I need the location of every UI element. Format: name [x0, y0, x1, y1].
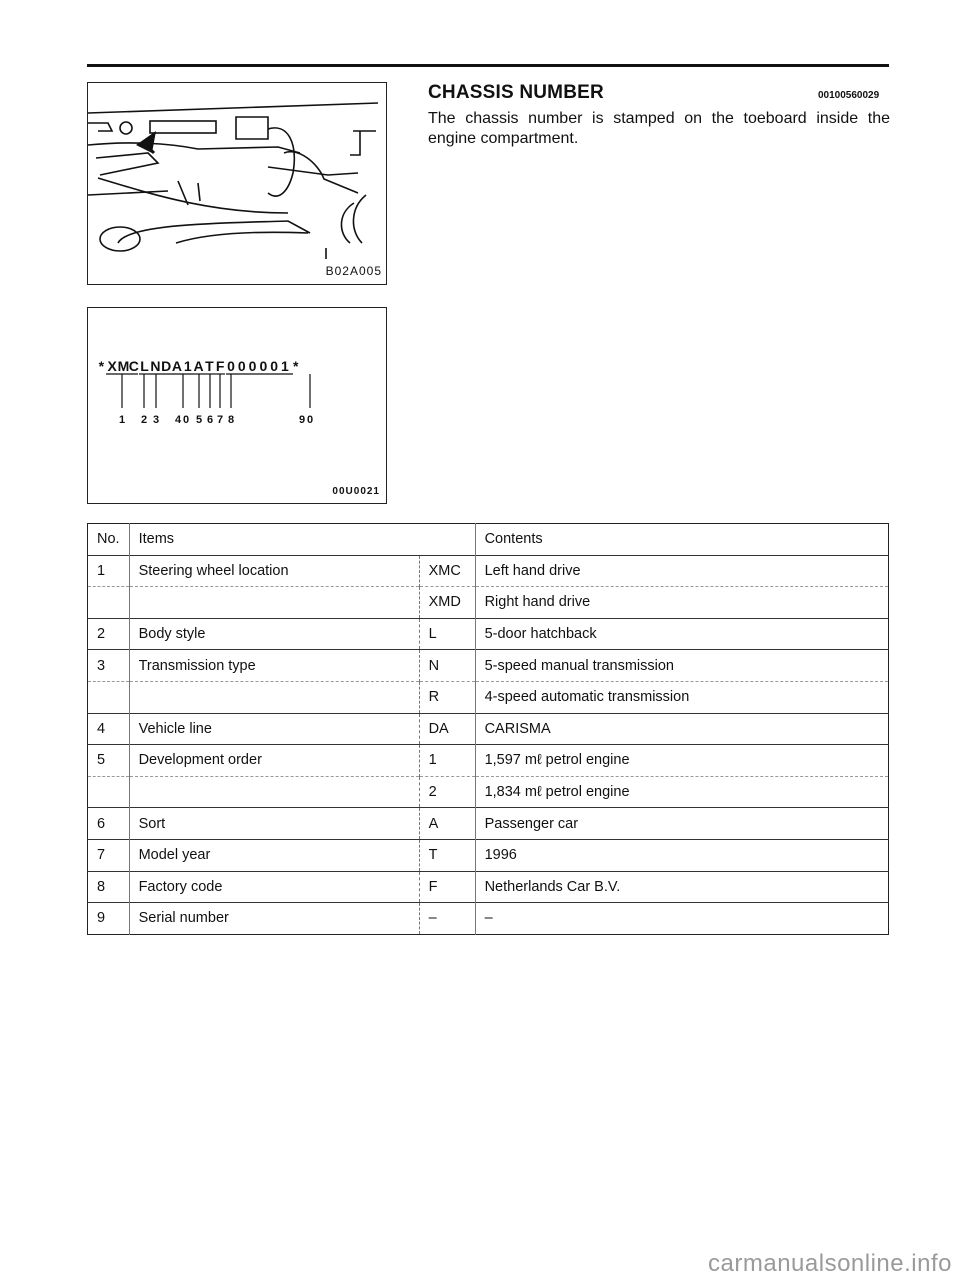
row-item: Model year — [138, 847, 211, 864]
position-number: 7 — [217, 414, 224, 426]
row-item — [129, 587, 419, 619]
vin-char: 1 — [183, 358, 192, 374]
row-item: Transmission type — [138, 657, 256, 674]
row-code: DA — [419, 713, 475, 745]
chassis-number-table — [87, 523, 889, 935]
position-number: 0 — [307, 414, 314, 426]
header-code — [419, 524, 475, 556]
row-item: Vehicle line — [138, 720, 212, 737]
vin-char: 0 — [227, 358, 235, 374]
position-number: 3 — [153, 414, 160, 426]
table-row — [88, 839, 889, 871]
table-row — [88, 555, 889, 587]
figure-code: 00U0021 — [332, 486, 380, 497]
table-row — [88, 745, 889, 777]
table-row — [88, 903, 889, 935]
row-code: F — [419, 871, 475, 903]
row-content: 5-speed manual transmission — [484, 657, 674, 674]
top-rule — [87, 64, 889, 67]
row-content: Right hand drive — [484, 594, 591, 611]
row-content: CARISMA — [484, 720, 551, 737]
vin-char: C — [128, 358, 139, 374]
table-row — [88, 587, 889, 619]
vin-char: * — [98, 358, 105, 374]
engine-compartment-illustration — [88, 83, 387, 285]
vin-char: L — [140, 358, 149, 374]
row-code: 2 — [419, 776, 475, 808]
row-no — [88, 587, 130, 619]
row-no: 2 — [88, 618, 130, 650]
engine-compartment-figure — [87, 82, 387, 285]
row-content: Left hand drive — [484, 562, 581, 579]
row-item: Factory code — [138, 878, 223, 895]
row-code: A — [419, 808, 475, 840]
vin-char: 0 — [270, 358, 279, 374]
chassis-number-leader-lines — [88, 308, 387, 504]
row-content: 5-door hatchback — [484, 626, 597, 643]
row-content: 4-speed automatic transmission — [484, 689, 690, 706]
watermark: carmanualsonline.info — [708, 1250, 952, 1277]
row-item: Sort — [138, 815, 166, 832]
row-code: 1 — [419, 745, 475, 777]
row-code: XMD — [419, 587, 475, 619]
vin-char: N — [150, 358, 161, 374]
document-id: 00100560029 — [818, 90, 880, 101]
vin-char: 0 — [259, 358, 268, 374]
row-item: Development order — [138, 752, 262, 769]
row-no: 6 — [88, 808, 130, 840]
vin-char: M — [117, 358, 130, 374]
header-contents: Contents — [484, 531, 543, 548]
row-no: 5 — [88, 745, 130, 777]
row-content: Passenger car — [484, 815, 579, 832]
row-code: XMC — [419, 555, 475, 587]
row-no: 4 — [88, 713, 130, 745]
row-no — [88, 776, 130, 808]
row-item: Serial number — [138, 910, 229, 927]
position-number: 1 — [119, 414, 126, 426]
figure-code: B02A005 — [325, 264, 382, 278]
row-content: 1996 — [484, 847, 517, 864]
row-code: – — [419, 903, 475, 935]
row-content: 1,597 mℓ petrol engine — [484, 752, 630, 769]
table-row — [88, 808, 889, 840]
row-content: 1,834 mℓ petrol engine — [484, 784, 630, 801]
vin-char: A — [171, 358, 183, 374]
vin-char: T — [205, 358, 214, 374]
row-no — [88, 681, 130, 713]
vin-char: * — [293, 358, 299, 374]
row-no: 9 — [88, 903, 130, 935]
row-code: R — [419, 681, 475, 713]
row-code: T — [419, 839, 475, 871]
row-item — [129, 681, 419, 713]
row-no: 3 — [88, 650, 130, 682]
table-row — [88, 776, 889, 808]
vin-char: 1 — [281, 358, 289, 374]
position-number: 8 — [228, 414, 235, 426]
row-content: – — [484, 910, 493, 927]
row-content: Netherlands Car B.V. — [484, 878, 621, 895]
position-number: 4 — [175, 414, 182, 426]
header-no: No. — [88, 524, 130, 556]
vin-char: A — [193, 358, 204, 374]
row-item — [129, 776, 419, 808]
row-code: N — [419, 650, 475, 682]
vin-char: D — [161, 358, 172, 374]
table-row — [88, 681, 889, 713]
header-items: Items — [138, 531, 175, 548]
table-row — [88, 871, 889, 903]
row-code: L — [419, 618, 475, 650]
position-number: 6 — [207, 414, 214, 426]
chassis-number-diagram — [87, 307, 387, 504]
vin-char: 0 — [248, 358, 257, 374]
position-number: 5 — [196, 414, 203, 426]
row-no: 8 — [88, 871, 130, 903]
row-no: 1 — [88, 555, 130, 587]
table-row — [88, 713, 889, 745]
table-header-row — [88, 524, 889, 556]
vin-char: F — [215, 358, 225, 374]
page-title: CHASSIS NUMBER — [428, 82, 604, 103]
vin-char: 0 — [237, 358, 246, 374]
table-row — [88, 650, 889, 682]
row-item: Body style — [138, 626, 206, 643]
table-row — [88, 618, 889, 650]
position-number: 2 — [141, 414, 148, 426]
row-item: Steering wheel location — [138, 562, 289, 579]
position-number: 9 — [299, 414, 306, 426]
position-number: 0 — [183, 414, 190, 426]
vin-char: X — [107, 358, 117, 374]
row-no: 7 — [88, 839, 130, 871]
description-text: The chassis number is stamped on the toeboard inside the engine compartment. — [428, 110, 890, 147]
